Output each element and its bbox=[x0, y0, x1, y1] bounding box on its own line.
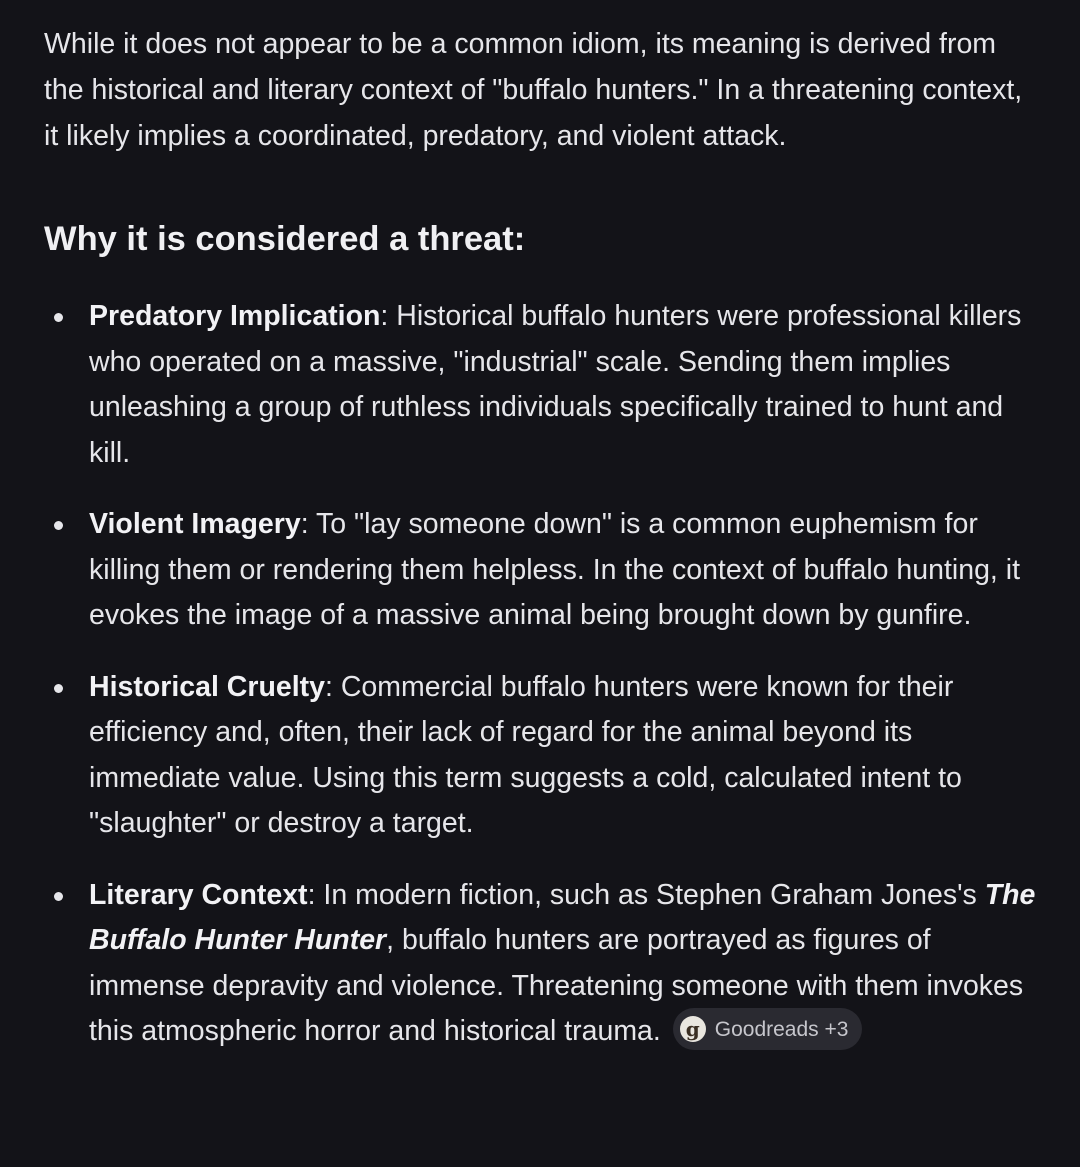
source-chip-label: Goodreads +3 bbox=[714, 1017, 849, 1041]
bullet-icon bbox=[54, 521, 63, 530]
list-item bbox=[44, 294, 1036, 476]
book-title: The Buffalo Hunter Hunter bbox=[89, 878, 1036, 956]
list-item bbox=[44, 665, 1036, 847]
point-term: Literary Context bbox=[89, 878, 308, 911]
bullet-icon bbox=[54, 892, 63, 901]
list-item bbox=[44, 502, 1036, 639]
threat-reasons-list bbox=[44, 294, 1036, 1055]
point-term: Predatory Implication bbox=[89, 300, 381, 332]
section-heading: Why it is considered a threat: bbox=[44, 220, 526, 258]
point-text: , buffalo hunters are portrayed as figures of immense depravity and violence. Threatening someone with them invokes this atmospheric horror and historical trauma. bbox=[89, 924, 1024, 1047]
point-term: Historical Cruelty bbox=[89, 670, 325, 703]
list-item bbox=[44, 873, 1036, 1055]
goodreads-icon: g bbox=[680, 1016, 706, 1042]
bullet-icon bbox=[54, 313, 63, 322]
bullet-icon bbox=[54, 684, 63, 693]
point-text: : Historical buffalo hunters were professional killers who operated on a massive, "industrial" scale. Sending them implies unleashing a group of ruthless individuals specifically trained to hunt and kill. bbox=[89, 300, 1022, 469]
source-citation-chip[interactable] bbox=[673, 1008, 863, 1050]
intro-paragraph: While it does not appear to be a common idiom, its meaning is derived from the historical and literary context of "buffalo hunters." In a threatening context, it likely implies a coordinated, predatory, and violent attack. bbox=[44, 28, 1023, 152]
point-text: : Commercial buffalo hunters were known for their efficiency and, often, their lack of regard for the animal beyond its immediate value. Using this term suggests a cold, calculated intent to "slaughter" or destroy a target. bbox=[89, 670, 962, 839]
point-text: : To "lay someone down" is a common euphemism for killing them or rendering them helpless. In the context of buffalo hunting, it evokes the image of a massive animal being brought down by gunfire. bbox=[89, 508, 1021, 631]
point-text: : In modern fiction, such as Stephen Graham Jones's bbox=[307, 878, 985, 911]
point-term: Violent Imagery bbox=[89, 508, 301, 540]
